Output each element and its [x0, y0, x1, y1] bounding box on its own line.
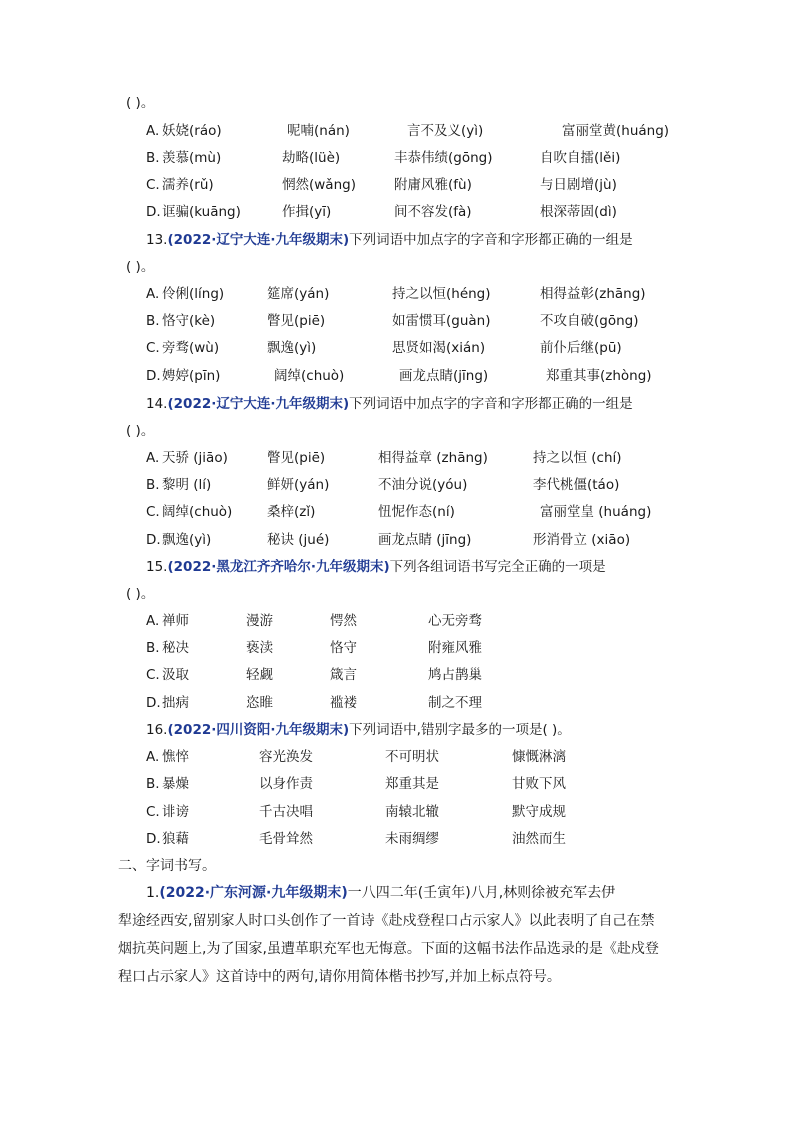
- q14-answer-blank: ( )。: [126, 423, 155, 439]
- section2-q1-line1: 1.(2022·广东河源·九年级期末)一八四二年(壬寅年)八月,林则徐被充军去伊: [146, 885, 616, 901]
- q15-stem: 15.(2022·黑龙江齐齐哈尔·九年级期末)下列各组词语书写完全正确的一项是: [146, 559, 606, 575]
- q16-stem: 16.(2022·四川资阳·九年级期末)下列词语中,错别字最多的一项是( )。: [146, 722, 571, 738]
- q12-answer-blank: ( )。: [126, 95, 155, 111]
- section2-q1-line2: 犁途经西安,留别家人时口头创作了一首诗《赴戍登程口占示家人》以此表明了自己在禁: [118, 913, 655, 929]
- section2-q1-line4: 程口占示家人》这首诗中的两句,请你用简体楷书抄写,并加上标点符号。: [118, 969, 561, 985]
- q14-source: (2022·辽宁大连·九年级期末): [167, 396, 350, 412]
- section2-q1-source: (2022·广东河源·九年级期末): [159, 885, 348, 901]
- q15-answer-blank: ( )。: [126, 586, 155, 602]
- section-heading: 二、字词书写。: [118, 858, 216, 874]
- section2-q1-line3: 烟抗英问题上,为了国家,虽遭革职充军也无悔意。下面的这幅书法作品选录的是《赴戍登: [118, 941, 659, 957]
- q13-stem: 13.(2022·辽宁大连·九年级期末)下列词语中加点字的字音和字形都正确的一组是: [146, 232, 633, 248]
- q14-stem: 14.(2022·辽宁大连·九年级期末)下列词语中加点字的字音和字形都正确的一组是: [146, 396, 633, 412]
- q15-source: (2022·黑龙江齐齐哈尔·九年级期末): [167, 559, 390, 575]
- q13-answer-blank: ( )。: [126, 259, 155, 275]
- q16-source: (2022·四川资阳·九年级期末): [167, 722, 350, 738]
- document-page: ( )。 A. 妖娆(ráo) 呢喃(nán) 言不及义(yì) 富丽堂黄(huáng) B. 羡慕(mù) 劫略(lüè) 丰恭伟绩(gōng) 自吹自擂(lěi) C. 濡养(rǔ) 惘然(wǎng) 附庸风雅(fù) 与日剧增(jù) D. 诓骗(kuāng) 作揖(yī) 间不容发(fà) 根深蒂固(dì) 13.(2022·辽宁大连·九年级期末)下列词语中加点字的字音和字形都正确的一组是 ( )。 A. 伶俐(líng) 筵席(yán) 持之以恒(héng) 相得益彰(zhāng) B. 恪守(kè) 瞥见(piē) 如雷惯耳(guàn) 不攻自破(gōng) C. 旁骛(wù) 飘逸(yì) 思贤如渴(xián) 前仆后继(pū) D. 娉婷(pīn) 阔绰(chuò) 画龙点睛(jīng) 郑重其事(zhòng) 14.(2022·辽宁大连·九年级期末)下列词语中加点字的字音和字形都正确的一组是 ( )。 A. 天骄 (jiāo) 瞥见(piē) 相得益章 (zhāng) 持之以恒 (chí) B. 黎明 (lí) 鲜妍(yán) 不油分说(yóu) 李代桃僵(táo) C. 阔绰(chuò) 桑梓(zǐ) 忸怩作态(ní) 富丽堂皇 (huáng) D. 飘逸(yì) 秘诀 (jué) 画龙点睛 (jīng) 形消骨立 (xiāo) 15.(2022·黑龙江齐齐哈尔·九年级期末)下列各组词语书写完全正确的一项是 ( )。 A. 禅师 漫游 愕然 心无旁骛 B. 秘决 亵渎 恪守 附雍风雅 C. 汲取 轻觑 箴言 鸠占鹊巢 D. 拙病 恣睢 褴褛 制之不理 16.(2022·四川资阳·九年级期末)下列词语中,错别字最多的一项是( )。 A. 憔悴 容光涣发 不可明状 慷慨淋漓 B. 暴燥 以身作责 郑重其是 甘败下风 C. 诽谤 千古决唱 南辕北辙 默守成规 D. 狼藉 毛骨耸然 未雨绸缪 油然而生 二、字词书写。 1.(2022·广东河源·九年级期末)一八四二年(壬寅年)八月,林则徐被充军去伊 犁途经西安,留别家人时口头创作了一首诗《赴戍登程口占示家人》以此表明了自己在禁 烟抗英问题上,为了国家,虽遭革职充军也无悔意。下面的这幅书法作品选录的是《赴戍登 程口占示家人》这首诗中的两句,请你用简体楷书抄写,并加上标点符号。: [0, 0, 794, 1123]
- q13-source: (2022·辽宁大连·九年级期末): [167, 232, 350, 248]
